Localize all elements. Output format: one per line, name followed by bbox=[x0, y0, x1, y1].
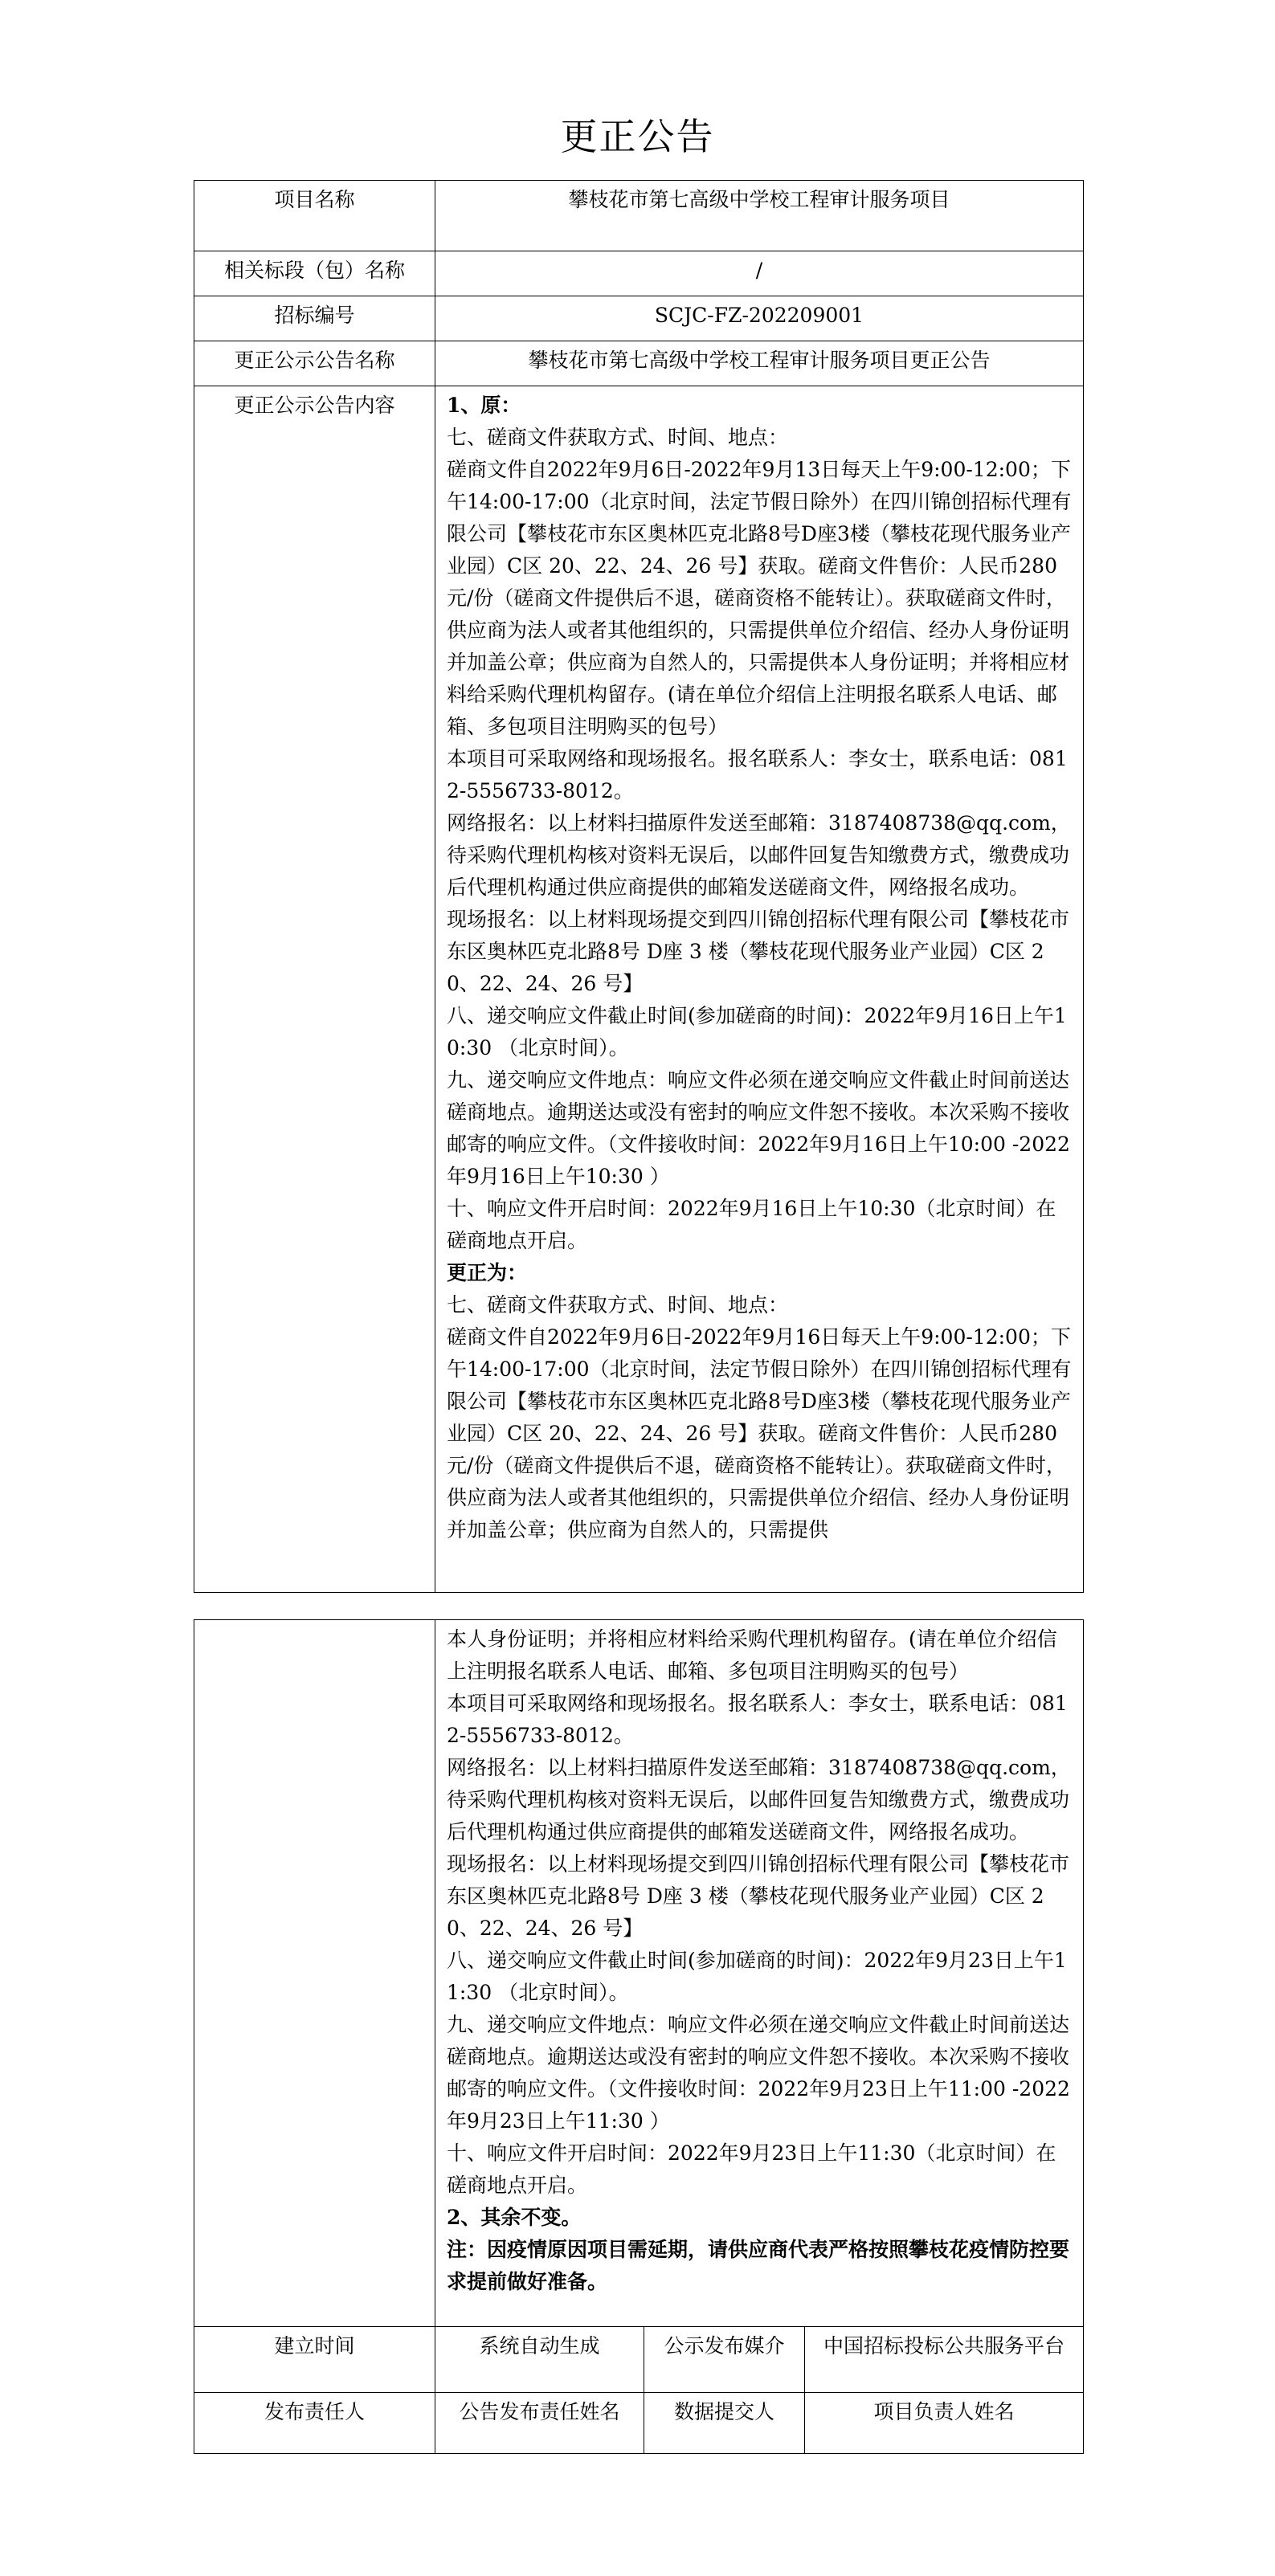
media-label: 公示发布媒介 bbox=[644, 2327, 805, 2393]
content-paragraph: 十、响应文件开启时间：2022年9月23日上午11:30（北京时间）在磋商地点开启。 bbox=[447, 2141, 1056, 2197]
content-paragraph: 1、原： bbox=[447, 394, 521, 417]
content-paragraph: 九、递交响应文件地点：响应文件必须在递交响应文件截止时间前送达磋商地点。逾期送达或没有密封的响应文件恕不接收。本次采购不接收邮寄的响应文件。（文件接收时间：2022年9月16日上午10:00 -2022年9月16日上午10:30 ） bbox=[447, 1068, 1070, 1188]
created-label: 建立时间 bbox=[194, 2327, 435, 2393]
content-paragraph: 2、其余不变。 bbox=[447, 2206, 582, 2229]
notice-content-page2 bbox=[435, 1620, 1084, 2327]
bid-number-value: SCJC-FZ-202209001 bbox=[435, 296, 1084, 341]
media-value: 中国招标投标公共服务平台 bbox=[805, 2327, 1084, 2393]
content-paragraph: 更正为： bbox=[447, 1261, 528, 1284]
continued-label-cell bbox=[194, 1620, 435, 2327]
project-name-value: 攀枝花市第七高级中学校工程审计服务项目 bbox=[435, 181, 1084, 251]
content-paragraph: 磋商文件自2022年9月6日-2022年9月13日每天上午9:00-12:00；下午14:00-17:00（北京时间，法定节假日除外）在四川锦创招标代理有限公司【攀枝花市东区奥林匹克北路8号D座3楼（攀枝花现代服务业产业园）C区 20、22、24、26 号】获取。磋商文件售价：人民币280 元/份（磋商文件提供后不退，磋商资格不能转让）。获取磋商文件时，供应商为法人或者其他组织的，只需提供单位介绍信、经办人身份证明并加盖公章；供应商为自然人的，只需提供本人身份证明；并将相应材料给采购代理机构留存。(请在单位介绍信上注明报名联系人电话、邮箱、多包项目注明购买的包号） bbox=[447, 458, 1072, 738]
content-paragraph: 七、磋商文件获取方式、时间、地点： bbox=[447, 1293, 789, 1317]
content-paragraph: 现场报名：以上材料现场提交到四川锦创招标代理有限公司【攀枝花市东区奥林匹克北路8号 D座 3 楼（攀枝花现代服务业产业园）C区 20、22、24、26 号】 bbox=[447, 1852, 1070, 1940]
created-value: 系统自动生成 bbox=[435, 2327, 644, 2393]
content-paragraph: 九、递交响应文件地点：响应文件必须在递交响应文件截止时间前送达磋商地点。逾期送达或没有密封的响应文件恕不接收。本次采购不接收邮寄的响应文件。（文件接收时间：2022年9月23日上午11:00 -2022年9月23日上午11:30 ） bbox=[447, 2013, 1070, 2133]
content-paragraph: 现场报名：以上材料现场提交到四川锦创招标代理有限公司【攀枝花市东区奥林匹克北路8号 D座 3 楼（攀枝花现代服务业产业园）C区 20、22、24、26 号】 bbox=[447, 908, 1070, 995]
notice-name-label: 更正公示公告名称 bbox=[194, 341, 435, 386]
content-paragraph: 八、递交响应文件截止时间(参加磋商的时间)：2022年9月23日上午11:30 （北京时间）。 bbox=[447, 1949, 1067, 2004]
publisher-value: 公告发布责任姓名 bbox=[435, 2393, 644, 2454]
content-paragraph: 网络报名：以上材料扫描原件发送至邮箱：3187408738@qq.com，待采购代理机构核对资料无误后，以邮件回复告知缴费方式，缴费成功后代理机构通过供应商提供的邮箱发送磋商文件，网络报名成功。 bbox=[447, 811, 1071, 899]
notice-content-page1 bbox=[435, 386, 1084, 1593]
bid-number-label: 招标编号 bbox=[194, 296, 435, 341]
content-paragraph: 七、磋商文件获取方式、时间、地点： bbox=[447, 426, 789, 449]
notice-name-value: 攀枝花市第七高级中学校工程审计服务项目更正公告 bbox=[435, 341, 1084, 386]
content-paragraph: 本项目可采取网络和现场报名。报名联系人：李女士，联系电话：0812-5556733-8012。 bbox=[447, 1692, 1068, 1747]
content-paragraph: 磋商文件自2022年9月6日-2022年9月16日每天上午9:00-12:00；下午14:00-17:00（北京时间，法定节假日除外）在四川锦创招标代理有限公司【攀枝花市东区奥林匹克北路8号D座3楼（攀枝花现代服务业产业园）C区 20、22、24、26 号】获取。磋商文件售价：人民币280 元/份（磋商文件提供后不退，磋商资格不能转让）。获取磋商文件时，供应商为法人或者其他组织的，只需提供单位介绍信、经办人身份证明并加盖公章；供应商为自然人的，只需提供 bbox=[447, 1325, 1072, 1541]
notice-content-label: 更正公示公告内容 bbox=[194, 386, 435, 1593]
project-name-label: 项目名称 bbox=[194, 181, 435, 251]
notice-table bbox=[194, 180, 1084, 1593]
content-paragraph: 注：因疫情原因项目需延期，请供应商代表严格按照攀枝花疫情防控要求提前做好准备。 bbox=[447, 2238, 1070, 2293]
content-paragraph: 网络报名：以上材料扫描原件发送至邮箱：3187408738@qq.com，待采购代理机构核对资料无误后，以邮件回复告知缴费方式，缴费成功后代理机构通过供应商提供的邮箱发送磋商文件，网络报名成功。 bbox=[447, 1756, 1071, 1843]
page-title: 更正公告 bbox=[560, 115, 715, 158]
manager-value: 项目负责人姓名 bbox=[805, 2393, 1084, 2454]
publisher-label: 发布责任人 bbox=[194, 2393, 435, 2454]
section-label: 相关标段（包）名称 bbox=[194, 251, 435, 296]
notice-table-continued bbox=[194, 1619, 1084, 2454]
content-paragraph: 本人身份证明；并将相应材料给采购代理机构留存。(请在单位介绍信上注明报名联系人电话、邮箱、多包项目注明购买的包号） bbox=[447, 1627, 1057, 1683]
content-paragraph: 八、递交响应文件截止时间(参加磋商的时间)：2022年9月16日上午10:30 （北京时间）。 bbox=[447, 1004, 1067, 1059]
section-value: / bbox=[435, 251, 1084, 296]
submitter-label: 数据提交人 bbox=[644, 2393, 805, 2454]
content-paragraph: 十、响应文件开启时间：2022年9月16日上午10:30（北京时间）在磋商地点开启。 bbox=[447, 1197, 1056, 1252]
content-paragraph: 本项目可采取网络和现场报名。报名联系人：李女士，联系电话：0812-5556733-8012。 bbox=[447, 747, 1068, 802]
